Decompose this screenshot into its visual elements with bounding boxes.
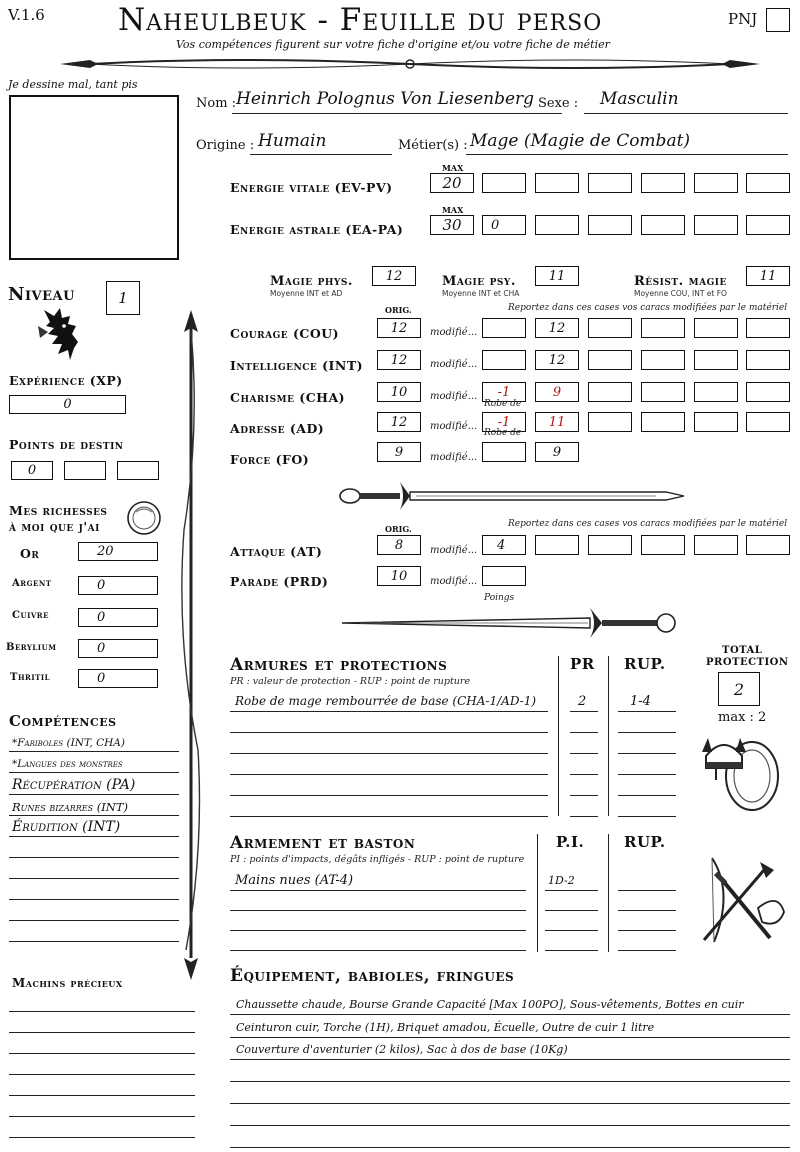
stat-mod-cell[interactable]	[641, 412, 685, 432]
stat-mod2-box[interactable]: 9	[535, 382, 579, 402]
equipement-title: Équipement, babioles, fringues	[230, 966, 515, 986]
attaque-mod-cell[interactable]	[694, 535, 738, 555]
attaque-mod-cell[interactable]	[641, 535, 685, 555]
robe-note: Robe de	[484, 399, 522, 409]
attaque-mod-box[interactable]: 4	[482, 535, 526, 555]
destin-box-1[interactable]: 0	[11, 461, 53, 480]
origine-value[interactable]: Humain	[258, 131, 327, 151]
weapons-icon	[694, 852, 790, 948]
richesses-label-2: à moi que j'ai	[9, 519, 100, 534]
page-title: Naheulbeuk - Feuille du perso	[118, 2, 603, 38]
stat-mod-cell[interactable]	[588, 350, 632, 370]
destin-box-3[interactable]	[117, 461, 159, 480]
attaque-mod-cell[interactable]	[535, 535, 579, 555]
origine-label: Origine :	[196, 138, 255, 153]
stat-mod-cell[interactable]	[588, 412, 632, 432]
thritil-box[interactable]: 0	[78, 669, 158, 688]
competence-item[interactable]: Érudition (INT)	[12, 819, 121, 835]
niveau-label: Niveau	[8, 284, 75, 305]
stat-modifie-label: modifié...	[430, 391, 478, 402]
resist-magie-sub: Moyenne COU, INT et FO	[634, 289, 727, 298]
stat-mod-box[interactable]: -1	[482, 382, 526, 402]
ea-current-cell[interactable]: 0	[482, 215, 526, 235]
cuivre-label: Cuivre	[12, 610, 49, 621]
lance-divider	[60, 52, 760, 76]
stat-mod-cell[interactable]	[641, 350, 685, 370]
stat-modifie-label: modifié...	[430, 327, 478, 338]
richesses-label-1: Mes richesses	[9, 503, 108, 518]
equipement-item[interactable]: Chaussette chaude, Bourse Grande Capacité [Max 100PO], Sous-vêtements, Bottes en cuir	[236, 998, 744, 1011]
stat-modifie-label: modifié...	[430, 421, 478, 432]
stat-mod-cell[interactable]	[588, 382, 632, 402]
coin-icon	[126, 500, 162, 536]
destin-box-2[interactable]	[64, 461, 106, 480]
magie-phys-label: Magie phys.	[270, 274, 353, 289]
sword-icon-2	[340, 604, 680, 642]
stats-note: Reportez dans ces cases vos caracs modifiées par le matériel	[508, 303, 788, 313]
machins-label: Machins précieux	[12, 976, 123, 990]
stat-mod-box[interactable]	[482, 318, 526, 338]
ev-label: Energie vitale (EV-PV)	[230, 180, 393, 195]
stat-mod2-box[interactable]: 9	[535, 442, 579, 462]
sexe-value[interactable]: Masculin	[600, 89, 679, 109]
magie-psy-box[interactable]: 11	[535, 266, 579, 286]
parade-orig-box[interactable]: 10	[377, 566, 421, 586]
stat-modifie-label: modifié...	[430, 452, 478, 463]
nom-label: Nom :	[196, 96, 237, 111]
ea-label: Energie astrale (EA-PA)	[230, 222, 404, 237]
ev-track-cell[interactable]	[588, 173, 632, 193]
ev-track-cell[interactable]	[482, 173, 526, 193]
attaque-mod-cell[interactable]	[746, 535, 790, 555]
poings-note: Poings	[484, 593, 515, 603]
max-protection: max : 2	[718, 710, 767, 725]
magie-phys-box[interactable]: 12	[372, 266, 416, 286]
magie-phys-sub: Moyenne INT et AD	[270, 289, 343, 298]
ev-track-cell[interactable]	[694, 173, 738, 193]
niveau-box[interactable]: 1	[106, 281, 140, 315]
resist-magie-label: Résist. magie	[634, 274, 727, 289]
stat-orig-box[interactable]: 12	[377, 412, 421, 432]
stat-label: Charisme (CHA)	[230, 390, 346, 405]
stat-label: Adresse (AD)	[230, 421, 325, 436]
xp-box[interactable]: 0	[9, 395, 126, 414]
combat-note: Reportez dans ces cases vos caracs modifiées par le matériel	[508, 519, 788, 529]
subtitle: Vos compétences figurent sur votre fiche d'origine et/ou votre fiche de métier	[176, 38, 610, 51]
resist-magie-box[interactable]: 11	[746, 266, 790, 286]
ev-track-cell[interactable]	[535, 173, 579, 193]
attaque-orig-box[interactable]: 8	[377, 535, 421, 555]
ev-max-box[interactable]: 20	[430, 173, 474, 193]
berylium-box[interactable]: 0	[78, 639, 158, 658]
armure-rup[interactable]: 1-4	[630, 694, 651, 709]
ea-track-cell[interactable]	[535, 215, 579, 235]
total-protection-box[interactable]: 2	[718, 672, 760, 706]
stat-orig-box[interactable]: 12	[377, 350, 421, 370]
magie-psy-label: Magie psy.	[442, 274, 516, 289]
sexe-label: Sexe :	[538, 96, 579, 111]
arme-pi[interactable]: 1D-2	[548, 874, 575, 887]
armement-col-pi: P.I.	[556, 833, 585, 851]
armement-title: Armement et baston	[230, 833, 416, 853]
armures-col-rup: RUP.	[624, 655, 666, 673]
equipement-item[interactable]: Ceinturon cuir, Torche (1H), Briquet amadou, Écuelle, Outre de cuir 1 litre	[236, 1021, 655, 1034]
ea-track-cell[interactable]	[746, 215, 790, 235]
combat-orig-label: ORIG.	[385, 524, 412, 534]
ea-track-cell[interactable]	[588, 215, 632, 235]
stat-mod-cell[interactable]	[746, 318, 790, 338]
stats-orig-label: ORIG.	[385, 305, 412, 315]
magie-psy-sub: Moyenne INT et CHA	[442, 289, 520, 298]
stat-mod-cell[interactable]	[694, 382, 738, 402]
portrait-frame[interactable]	[9, 95, 179, 260]
armures-title: Armures et protections	[230, 655, 448, 675]
total-protection-label-1: TOTAL	[722, 645, 763, 656]
stat-mod-cell[interactable]	[746, 350, 790, 370]
competence-item[interactable]: Runes bizarres (INT)	[12, 800, 129, 814]
arme-name[interactable]: Mains nues (AT-4)	[235, 873, 354, 888]
spear-decoration	[178, 310, 204, 980]
armures-col-pr: PR	[570, 655, 595, 673]
armure-name[interactable]: Robe de mage rembourrée de base (CHA-1/AD-1)	[235, 694, 537, 708]
robe-note: Robe de	[484, 428, 522, 438]
stat-mod-box[interactable]	[482, 442, 526, 462]
stat-label: Force (FO)	[230, 452, 310, 467]
ev-track-cell[interactable]	[641, 173, 685, 193]
stat-label: Intelligence (INT)	[230, 358, 364, 373]
parade-label: Parade (PRD)	[230, 574, 329, 589]
parade-modifie-label: modifié...	[430, 576, 478, 587]
version-label: V.1.6	[8, 6, 45, 24]
competence-item[interactable]: *Fariboles (INT, CHA)	[12, 737, 125, 749]
stat-mod-cell[interactable]	[746, 382, 790, 402]
equipement-item[interactable]: Couverture d'aventurier (2 kilos), Sac à dos de base (10Kg)	[236, 1043, 568, 1056]
dragon-icon	[34, 304, 80, 364]
ev-max-label: MAX	[442, 163, 464, 173]
destin-label: Points de destin	[9, 437, 124, 452]
nom-value[interactable]: Heinrich Polognus Von Liesenberg	[236, 89, 535, 109]
attaque-label: Attaque (AT)	[230, 544, 323, 559]
helmet-shield-icon	[696, 728, 786, 814]
ev-track-cell[interactable]	[746, 173, 790, 193]
stat-mod-box[interactable]	[482, 350, 526, 370]
armures-sub: PR : valeur de protection - RUP : point de rupture	[230, 676, 471, 687]
attaque-modifie-label: modifié...	[430, 545, 478, 556]
thritil-label: Thritil	[10, 672, 51, 683]
ea-track-cell[interactable]	[641, 215, 685, 235]
stat-orig-box[interactable]: 10	[377, 382, 421, 402]
armement-col-rup: RUP.	[624, 833, 666, 851]
metier-label: Métier(s) :	[398, 138, 468, 153]
total-protection-label-2: PROTECTION	[706, 657, 789, 668]
argent-label: Argent	[12, 578, 52, 589]
attaque-mod-cell[interactable]	[588, 535, 632, 555]
or-label: Or	[20, 546, 40, 561]
stat-mod-cell[interactable]	[694, 350, 738, 370]
stat-mod2-box[interactable]: 11	[535, 412, 579, 432]
berylium-label: Berylium	[6, 642, 57, 653]
ea-max-label: MAX	[442, 205, 464, 215]
pnj-checkbox[interactable]	[766, 8, 790, 32]
stat-mod-cell[interactable]	[641, 318, 685, 338]
armure-pr[interactable]: 2	[578, 694, 587, 709]
argent-box[interactable]: 0	[78, 576, 158, 595]
cuivre-box[interactable]: 0	[78, 608, 158, 627]
stat-modifie-label: modifié...	[430, 359, 478, 370]
parade-mod-box[interactable]	[482, 566, 526, 586]
stat-mod-cell[interactable]	[694, 318, 738, 338]
stat-mod-cell[interactable]	[588, 318, 632, 338]
stat-mod-cell[interactable]	[694, 412, 738, 432]
xp-label: Expérience (XP)	[9, 373, 123, 388]
ea-max-box[interactable]: 30	[430, 215, 474, 235]
competence-item[interactable]: Récupération (PA)	[12, 777, 136, 793]
competence-item[interactable]: *Langues des monstres	[12, 758, 123, 770]
ea-track-cell[interactable]	[694, 215, 738, 235]
pnj-label: PNJ	[728, 10, 758, 28]
or-box[interactable]: 20	[78, 542, 158, 561]
stat-mod2-box[interactable]: 12	[535, 350, 579, 370]
stat-mod2-box[interactable]: 12	[535, 318, 579, 338]
metier-value[interactable]: Mage (Magie de Combat)	[470, 131, 691, 151]
stat-mod-cell[interactable]	[746, 412, 790, 432]
stat-mod-cell[interactable]	[641, 382, 685, 402]
competences-label: Compétences	[9, 712, 117, 730]
stat-mod-box[interactable]: -1	[482, 412, 526, 432]
stat-orig-box[interactable]: 9	[377, 442, 421, 462]
portrait-caption: Je dessine mal, tant pis	[8, 78, 138, 91]
sword-icon	[336, 478, 686, 514]
armement-sub: PI : points d'impacts, dégâts infligés - RUP : point de rupture	[230, 854, 525, 865]
stat-label: Courage (COU)	[230, 326, 340, 341]
stat-orig-box[interactable]: 12	[377, 318, 421, 338]
